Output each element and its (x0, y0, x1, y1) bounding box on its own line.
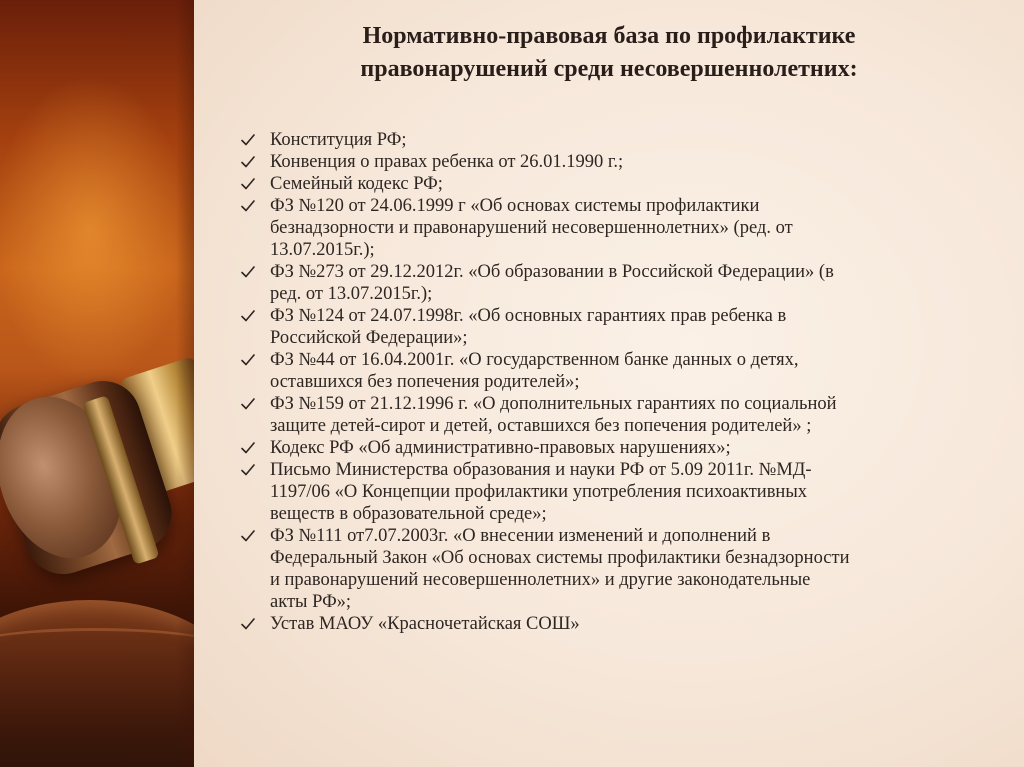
list-item (240, 195, 1000, 261)
list-item-line: Семейный кодекс РФ; (270, 174, 443, 194)
list-item (240, 393, 1000, 437)
checkmark-icon (240, 462, 256, 478)
list-item (240, 261, 1000, 305)
checkmark-icon (240, 132, 256, 148)
list-item (240, 459, 1000, 525)
list-item (240, 613, 1000, 635)
checkmark-icon (240, 308, 256, 324)
document-list (240, 129, 1000, 635)
list-item-line: Письмо Министерства образования и науки РФ от 5.09 2011г. №МД- (270, 460, 812, 480)
list-item-line: ФЗ №273 от 29.12.2012г. «Об образовании в Российской Федерации» (в (270, 262, 834, 282)
content-area (194, 0, 1024, 767)
list-item-line: ред. от 13.07.2015г.); (270, 284, 433, 304)
list-item-line: и правонарушений несовершеннолетних» и другие законодательные (270, 570, 811, 590)
list-item-line: ФЗ №44 от 16.04.2001г. «О государственном банке данных о детях, (270, 350, 799, 370)
list-item-line: Федеральный Закон «Об основах системы профилактики безнадзорности (270, 548, 850, 568)
checkmark-icon (240, 352, 256, 368)
checkmark-icon (240, 616, 256, 632)
list-item (240, 173, 1000, 195)
list-item-line: Конституция РФ; (270, 130, 407, 150)
list-item-line: Российской Федерации»; (270, 328, 468, 348)
checkmark-icon (240, 528, 256, 544)
checkmark-icon (240, 264, 256, 280)
list-item (240, 305, 1000, 349)
checkmark-icon (240, 396, 256, 412)
checkmark-icon (240, 176, 256, 192)
list-item-line: ФЗ №124 от 24.07.1998г. «Об основных гарантиях прав ребенка в (270, 306, 787, 326)
photo-edge-shadow (176, 0, 194, 767)
slide-title (234, 20, 984, 86)
gavel-photo (0, 0, 194, 767)
list-item (240, 349, 1000, 393)
sound-block-edge (0, 628, 194, 671)
list-item-line: 1197/06 «О Концепции профилактики употребления психоактивных (270, 482, 808, 502)
title-line: Нормативно-правовая база по профилактике (362, 23, 856, 49)
list-item-line: 13.07.2015г.); (270, 240, 375, 260)
list-item (240, 525, 1000, 613)
list-item-line: безнадзорности и правонарушений несовершеннолетних» (ред. от (270, 218, 793, 238)
checkmark-icon (240, 198, 256, 214)
list-item-line: Кодекс РФ «Об административно-правовых нарушениях»; (270, 438, 731, 458)
list-item-line: акты РФ»; (270, 592, 352, 612)
sound-block (0, 600, 194, 767)
list-item-line: защите детей-сирот и детей, оставшихся без попечения родителей» ; (270, 416, 812, 436)
list-item-line: Устав МАОУ «Красночетайская СОШ» (270, 614, 580, 634)
list-item-line: Конвенция о правах ребенка от 26.01.1990 г.; (270, 152, 624, 172)
list-item-line: веществ в образовательной среде»; (270, 504, 547, 524)
title-line: правонарушений среди несовершеннолетних: (360, 56, 858, 82)
list-item-line: ФЗ №111 от7.07.2003г. «О внесении изменений и дополнений в (270, 526, 771, 546)
list-item-line: ФЗ №159 от 21.12.1996 г. «О дополнительных гарантиях по социальной (270, 394, 837, 414)
list-item-line: ФЗ №120 от 24.06.1999 г «Об основах системы профилактики (270, 196, 760, 216)
list-item (240, 151, 1000, 173)
list-item (240, 437, 1000, 459)
list-item (240, 129, 1000, 151)
list-item-line: оставшихся без попечения родителей»; (270, 372, 580, 392)
checkmark-icon (240, 154, 256, 170)
checkmark-icon (240, 440, 256, 456)
